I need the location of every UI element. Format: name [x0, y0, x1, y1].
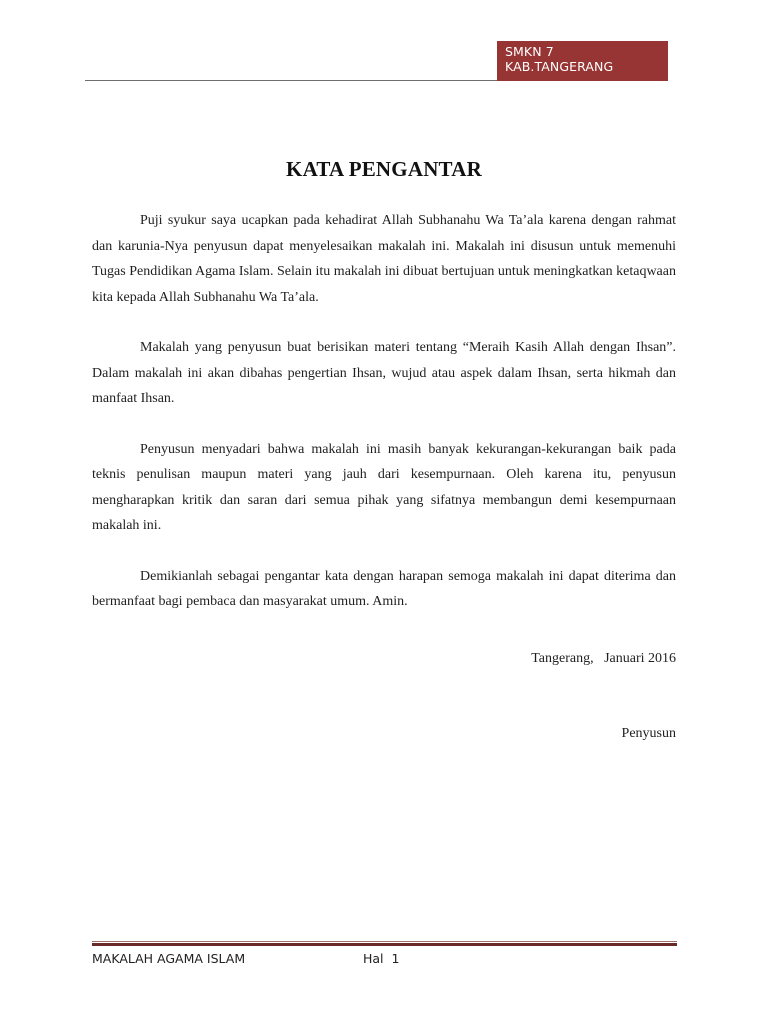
header-badge-line-2: KAB.TANGERANG [505, 59, 614, 74]
paragraph-1: Puji syukur saya ucapkan pada kehadirat Allah Subhanahu Wa Ta’ala karena dengan rahmat dan karunia-Nya penyusun dapat menyelesaikan makalah ini. Makalah ini disusun untuk memenuhi Tugas Pendidikan Agama Islam. Selain itu makalah ini dibuat bertujuan untuk meningkatkan ketaqwaan kita kepada Allah Subhanahu Wa Ta’ala. [92, 213, 676, 305]
header-rule [85, 80, 499, 81]
paragraph-3: Penyusun menyadari bahwa makalah ini masih banyak kekurangan-kekurangan baik pada teknis penulisan maupun materi yang jauh dari kesempurnaan. Oleh karena itu, penyusun mengharapkan kritik dan saran dari semua pihak yang sifatnya membangun demi kesempurnaan makalah ini. [92, 441, 676, 533]
closing-signer: Penyusun [621, 726, 676, 741]
paragraph-4: Demikianlah sebagai pengantar kata dengan harapan semoga makalah ini dapat diterima dan bermanfaat bagi pembaca dan masyarakat umum. Amin. [92, 568, 676, 609]
paragraph-2: Makalah yang penyusun buat berisikan materi tentang “Meraih Kasih Allah dengan Ihsan”. Dalam makalah ini akan dibahas pengertian Ihsan, wujud atau aspek dalam Ihsan, serta hikmah dan manfaat Ihsan. [92, 340, 676, 406]
footer-rule-thick [92, 943, 677, 946]
footer-page-number: Hal 1 [363, 951, 400, 966]
document-body [92, 208, 676, 615]
header-badge-line-1: SMKN 7 [505, 44, 554, 59]
closing-place-date: Tangerang, Januari 2016 [531, 651, 676, 666]
footer-rule-thin [92, 941, 677, 942]
footer-document-title: MAKALAH AGAMA ISLAM [92, 951, 246, 966]
page-title: KATA PENGANTAR [286, 157, 482, 181]
header-school-badge [497, 41, 668, 81]
